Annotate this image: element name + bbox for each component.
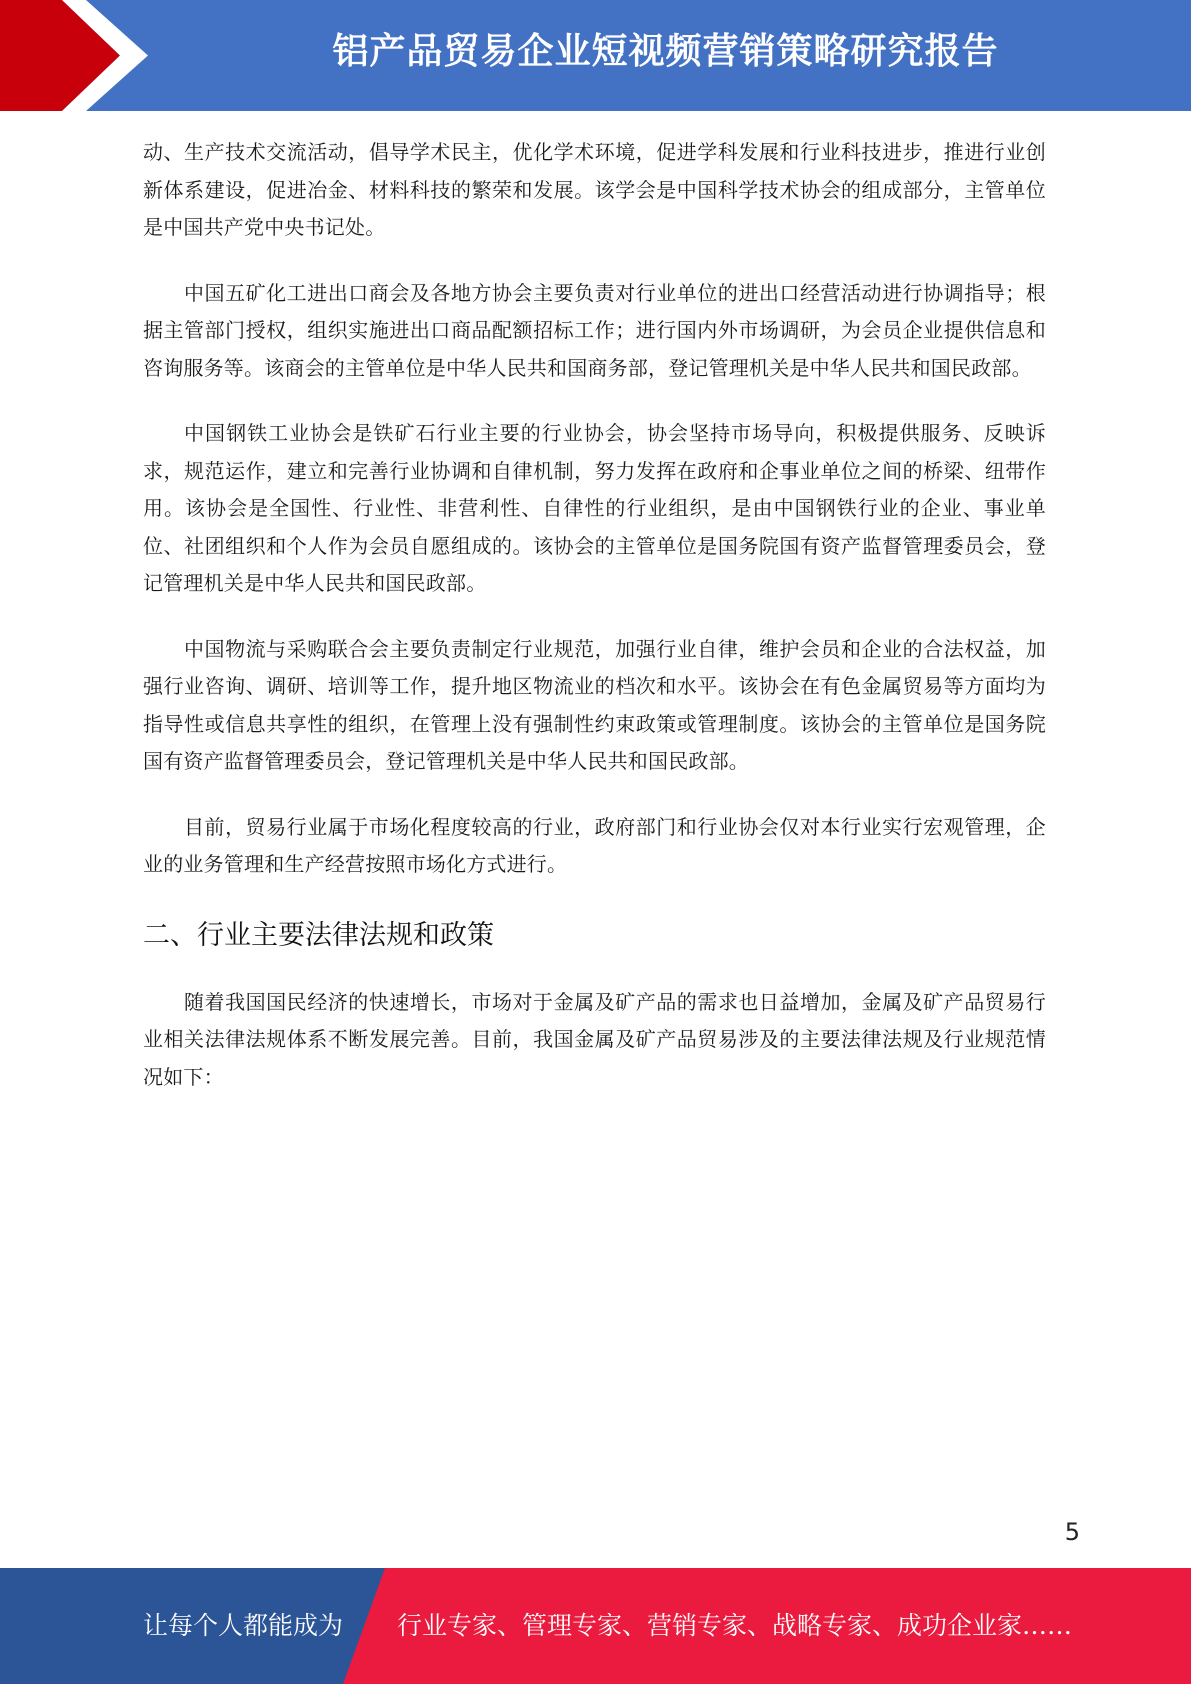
page-header	[0, 0, 1191, 111]
report-title: 铝产品贸易企业短视频营销策略研究报告	[332, 31, 999, 72]
paragraph: 中国钢铁工业协会是铁矿石行业主要的行业协会，协会坚持市场导向，积极提供服务、反映诉求，规范运作，建立和完善行业协调和自律机制，努力发挥在政府和企事业单位之间的桥梁、纽带作用。该协会是全国性、行业性、非营利性、自律性的行业组织，是由中国钢铁行业的企业、事业单位、社团组织和个人作为会员自愿组成的。该协会的主管单位是国务院国有资产监督管理委员会，登记管理机关是中华人民共和国民政部。	[143, 421, 1046, 595]
paragraph-continued: 动、生产技术交流活动，倡导学术民主，优化学术环境，促进学科发展和行业科技进步，推进行业创新体系建设，促进冶金、材料科技的繁荣和发展。该学会是中国科学技术协会的组成部分，主管单位是中国共产党中央书记处。	[143, 140, 1046, 239]
footer-slogan-right: 行业专家、管理专家、营销专家、战略专家、成功企业家……	[397, 1611, 1073, 1640]
paragraph: 中国物流与采购联合会主要负责制定行业规范，加强行业自律，维护会员和企业的合法权益，加强行业咨询、调研、培训等工作，提升地区物流业的档次和水平。该协会在有色金属贸易等方面均为指导性或信息共享性的组织，在管理上没有强制性约束政策或管理制度。该协会的主管单位是国务院国有资产监督管理委员会，登记管理机关是中华人民共和国民政部。	[143, 636, 1046, 773]
header-chevron-decoration	[0, 0, 200, 111]
page-number: 5	[1064, 1518, 1080, 1546]
page-footer	[0, 1568, 1191, 1684]
document-body	[143, 134, 1046, 1124]
paragraph: 随着我国国民经济的快速增长，市场对于金属及矿产品的需求也日益增加，金属及矿产品贸易行业相关法律法规体系不断发展完善。目前，我国金属及矿产品贸易涉及的主要法律法规及行业规范情况如下：	[143, 989, 1046, 1089]
paragraph: 目前，贸易行业属于市场化程度较高的行业，政府部门和行业协会仅对本行业实行宏观管理，企业的业务管理和生产经营按照市场化方式进行。	[143, 814, 1046, 876]
paragraph: 中国五矿化工进出口商会及各地方协会主要负责对行业单位的进出口经营活动进行协调指导；根据主管部门授权，组织实施进出口商品配额招标工作；进行国内外市场调研，为会员企业提供信息和咨询服务等。该商会的主管单位是中华人民共和国商务部，登记管理机关是中华人民共和国民政部。	[143, 280, 1046, 380]
footer-slogan-left: 让每个人都能成为	[143, 1611, 344, 1640]
section-heading: 二、行业主要法律法规和政策	[143, 919, 494, 951]
